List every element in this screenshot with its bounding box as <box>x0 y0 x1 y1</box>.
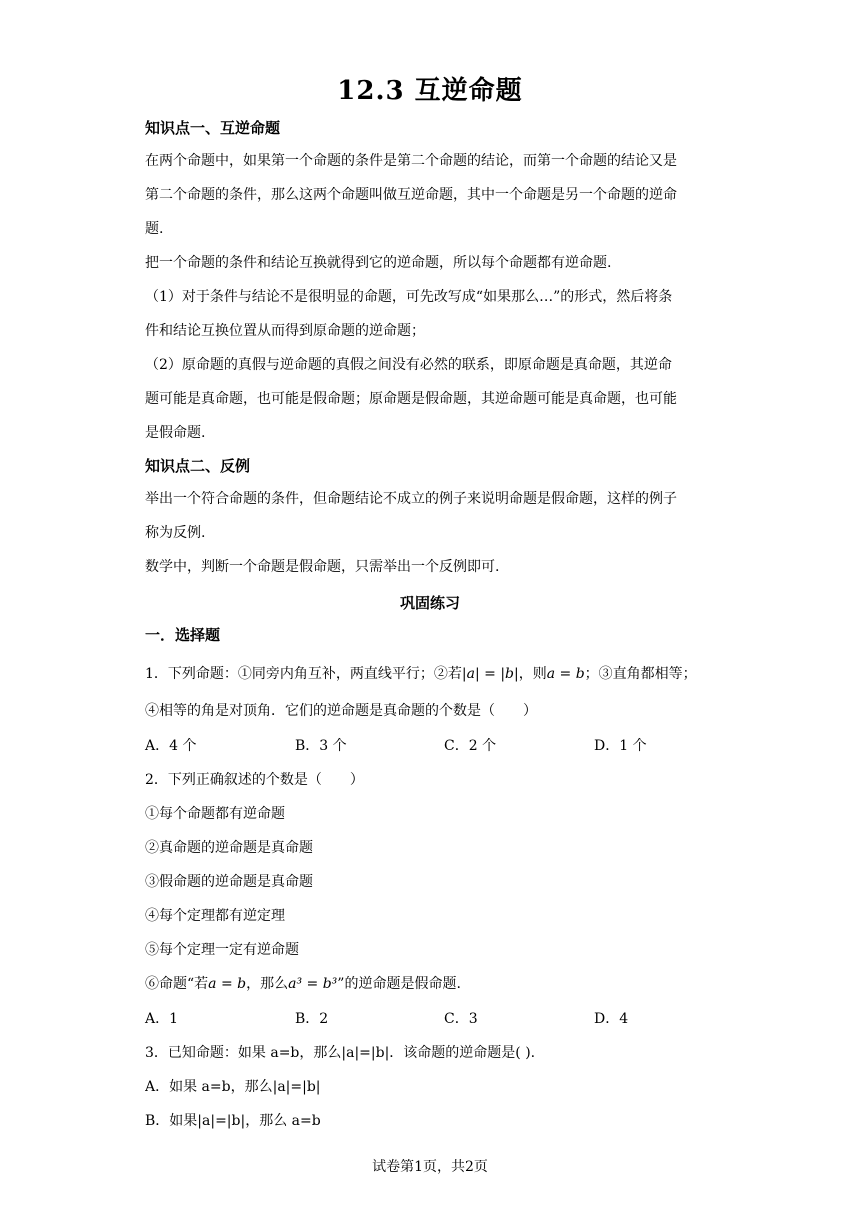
question-2-stem: 2．下列正确叙述的个数是（ ） <box>145 772 364 788</box>
q2-item: ②真命题的逆命题是真命题 <box>145 840 313 856</box>
question-1-line-1 <box>145 664 720 684</box>
section2-line: 数学中，判断一个命题是假命题，只需举出一个反例即可. <box>145 559 500 575</box>
q2-option-d[interactable]: D．4 <box>594 1011 629 1027</box>
q1-math-eq: a = b <box>546 666 585 682</box>
q1-math-abs: |a| = |b| <box>461 666 519 682</box>
q1-option-d[interactable]: D．1 个 <box>594 738 647 754</box>
section1-line: 第二个命题的条件，那么这两个命题叫做互逆命题，其中一个命题是另一个命题的逆命 <box>145 187 677 203</box>
practice-heading: 巩固练习 <box>399 594 460 612</box>
q2-item6-text-a: ⑥命题“若 <box>145 976 209 992</box>
section1-line: 在两个命题中，如果第一个命题的条件是第二个命题的结论，而第一个命题的结论又是 <box>145 153 677 169</box>
q2-item-6 <box>145 974 720 994</box>
q2-item: ③假命题的逆命题是真命题 <box>145 874 313 890</box>
section2-heading: 知识点二、反例 <box>145 457 251 475</box>
part-heading: 一．选择题 <box>145 626 221 644</box>
q2-item: ①每个命题都有逆命题 <box>145 806 285 822</box>
section1-heading: 知识点一、互逆命题 <box>145 119 281 137</box>
q1-text-b: ，则 <box>518 666 547 682</box>
section1-line: （1）对于条件与结论不是很明显的命题，可先改写成“如果那么…”的形式，然后将条 <box>145 289 673 305</box>
q2-option-b[interactable]: B．2 <box>295 1011 329 1027</box>
q3-option-a[interactable]: A．如果 a=b，那么|a|=|b| <box>145 1079 321 1095</box>
q2-item6-math-2: a³ = b³ <box>288 976 338 992</box>
section1-line: 把一个命题的条件和结论互换就得到它的逆命题，所以每个命题都有逆命题. <box>145 255 612 271</box>
q2-item6-text-b: ，那么 <box>246 976 289 992</box>
q3-option-b[interactable]: B．如果|a|=|b|，那么 a=b <box>145 1113 321 1129</box>
section2-line: 举出一个符合命题的条件，但命题结论不成立的例子来说明命题是假命题，这样的例子 <box>145 491 677 507</box>
q1-option-b[interactable]: B．3 个 <box>295 738 347 754</box>
section1-line: 题可能是真命题，也可能是假命题；原命题是假命题，其逆命题可能是真命题，也可能 <box>145 391 677 407</box>
q2-item6-text-c: ”的逆命题是假命题. <box>337 976 461 992</box>
q2-option-a[interactable]: A．1 <box>145 1011 179 1027</box>
section1-line: （2）原命题的真假与逆命题的真假之间没有必然的联系，即原命题是真命题，其逆命 <box>145 357 672 373</box>
section1-line: 是假命题. <box>145 425 206 441</box>
section2-line: 称为反例. <box>145 525 206 541</box>
page-title: 12.3 互逆命题 <box>337 76 523 106</box>
q2-option-c[interactable]: C．3 <box>444 1011 478 1027</box>
section1-line: 题. <box>145 221 164 237</box>
question-3-stem: 3．已知命题：如果 a=b，那么|a|=|b|．该命题的逆命题是( ). <box>145 1045 536 1061</box>
q2-item6-math-1: a = b <box>208 976 247 992</box>
q2-item: ⑤每个定理一定有逆命题 <box>145 942 299 958</box>
q1-text-c: ；③直角都相等； <box>584 666 697 682</box>
q1-text-a: 1．下列命题：①同旁内角互补，两直线平行；②若 <box>145 666 462 682</box>
page-footer: 试卷第1页，共2页 <box>372 1159 488 1175</box>
question-1-line-2: ④相等的角是对顶角．它们的逆命题是真命题的个数是（ ） <box>145 703 537 719</box>
q1-option-a[interactable]: A．4 个 <box>145 738 197 754</box>
section1-line: 件和结论互换位置从而得到原命题的逆命题； <box>145 323 425 339</box>
q1-option-c[interactable]: C．2 个 <box>444 738 497 754</box>
q2-item: ④每个定理都有逆定理 <box>145 908 285 924</box>
